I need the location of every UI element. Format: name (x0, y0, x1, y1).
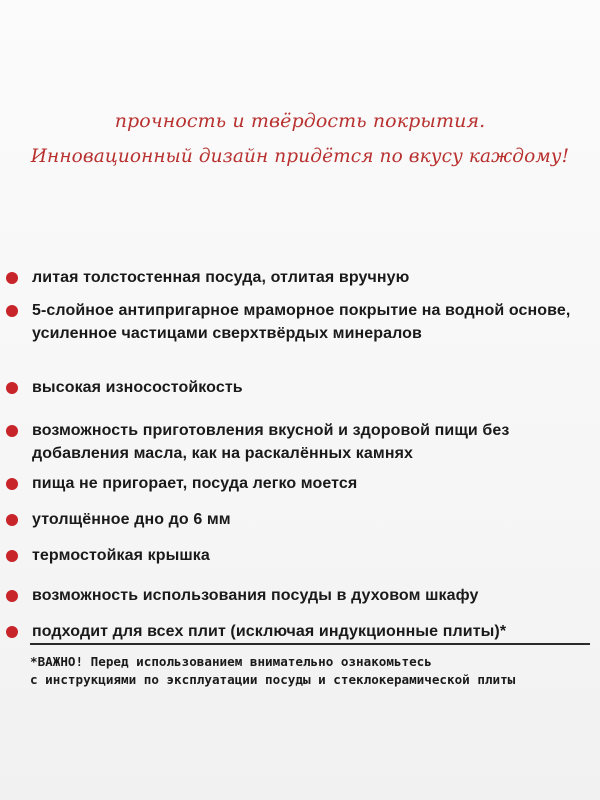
bullet-icon (6, 478, 18, 490)
feature-text: литая толстостенная посуда, отлитая вручную (32, 269, 410, 286)
feature-text: термостойкая крышка (32, 547, 210, 564)
bullet-icon (6, 272, 18, 284)
bullet-icon (6, 590, 18, 602)
bullet-icon (6, 382, 18, 394)
bullet-icon (6, 305, 18, 317)
bullet-icon (6, 425, 18, 437)
feature-text: 5-слойное антипригарное мраморное покрытие на водной основе, усиленное частицами сверхтвёрдых минералов (32, 302, 571, 342)
bullet-icon (6, 550, 18, 562)
feature-text: возможность приготовления вкусной и здоровой пищи без добавления масла, как на раскалённых камнях (32, 422, 510, 462)
feature-text: высокая износостойкость (32, 379, 243, 396)
note-line-2: с инструкциями по эксплуатации посуды и стеклокерамической плиты (30, 672, 516, 687)
feature-text: утолщённое дно до 6 мм (32, 511, 231, 528)
bullet-icon (6, 514, 18, 526)
tagline-line-1: прочность и твёрдость покрытия. (114, 110, 486, 132)
bullet-icon (6, 626, 18, 638)
important-note (30, 653, 592, 689)
divider (30, 643, 590, 645)
feature-text: возможность использования посуды в духовом шкафу (32, 587, 479, 604)
note-line-1: *ВАЖНО! Перед использованием внимательно ознакомьтесь (30, 654, 432, 669)
feature-text: подходит для всех плит (исключая индукционные плиты)* (32, 623, 507, 640)
feature-text: пища не пригорает, посуда легко моется (32, 475, 358, 492)
tagline-line-2: Инновационный дизайн придётся по вкусу каждому! (30, 146, 570, 167)
